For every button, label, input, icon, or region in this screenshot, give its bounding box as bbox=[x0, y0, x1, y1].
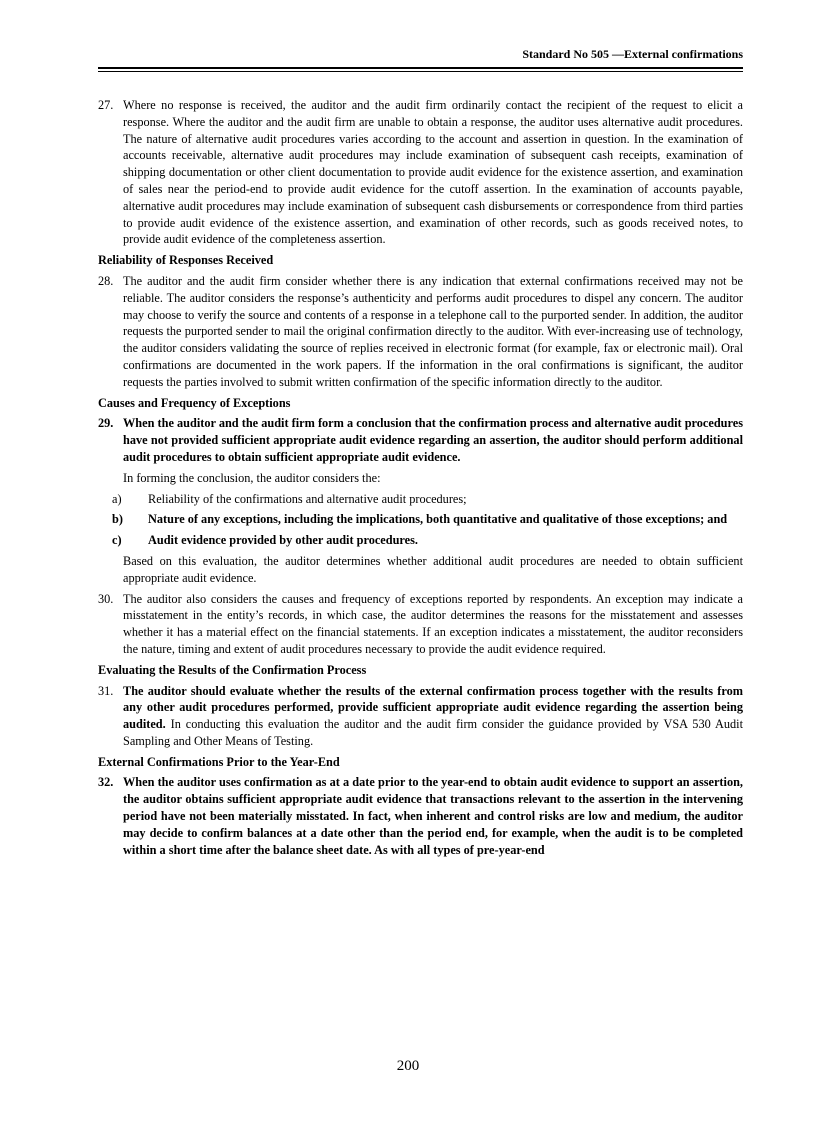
paragraph-number: 29. bbox=[98, 416, 114, 431]
paragraph-30 bbox=[98, 591, 743, 658]
paragraph-text: The auditor and the audit firm consider whether there is any indication that external confirmations received may not be reliable. The auditor considers the response’s authenticity and performs audit procedures to dispel any concern. The auditor may choose to verify the source and contents of a response in a telephone call to the purported sender. In addition, the auditor requests the purported sender to mail the original confirmation directly to the auditor. With ever-increasing use of technology, the auditor considers validating the source of replies received in electronic format (for example, fax or electronic mail). Oral confirmations are documented in the work papers. If the information in the oral confirmations is significant, the auditor requests the parties involved to submit written confirmation of the specific information directly to the auditor. bbox=[123, 273, 743, 389]
list-item-text: Audit evidence provided by other audit procedures. bbox=[148, 533, 418, 548]
list-item-label: a) bbox=[112, 491, 122, 506]
paragraph-text: The auditor also considers the causes and frequency of exceptions reported by respondents. An exception may indicate a misstatement in the entity’s records, in which case, the auditor determines the reasons for the misstatement and assesses whether it has a material effect on the financial statements. If an exception indicates a misstatement, the auditor reconsiders the nature, timing and extent of audit procedures necessary to provide the audit evidence required. bbox=[123, 591, 743, 656]
header-rule-thick bbox=[98, 67, 743, 69]
paragraph-number: 32. bbox=[98, 775, 114, 790]
paragraph-28 bbox=[98, 273, 743, 391]
list-item-text: Nature of any exceptions, including the implications, both quantitative and qualitative of those exceptions; and bbox=[148, 512, 728, 527]
paragraph-27 bbox=[98, 97, 743, 248]
paragraph-29 bbox=[98, 415, 743, 465]
paragraph-number: 31. bbox=[98, 683, 114, 698]
page-number: 200 bbox=[396, 1058, 420, 1074]
section-heading-evaluating: Evaluating the Results of the Confirmation Process bbox=[98, 662, 367, 677]
paragraph-number: 30. bbox=[98, 591, 114, 606]
paragraph-29-after: Based on this evaluation, the auditor determines whether additional audit procedures are needed to obtain sufficient appropriate audit evidence. bbox=[123, 553, 743, 585]
paragraph-number: 27. bbox=[98, 98, 114, 112]
list-item bbox=[98, 532, 743, 549]
document-body bbox=[98, 97, 743, 862]
paragraph-text: When the auditor uses confirmation as at a date prior to the year-end to obtain audit evidence to support an assertion, the auditor obtains sufficient appropriate audit evidence that transactions relevant to the assertion in the intervening period have not been materially misstated. In fact, when inherent and control risks are low and medium, the auditor may decide to confirm balances at a date other than the period end, for example, when the audit is to be completed within a short time after the balance sheet date. As with all types of pre-year-end bbox=[123, 775, 743, 857]
header-rule-thin bbox=[98, 71, 743, 72]
running-header: Standard No 505 —External confirmations bbox=[522, 47, 743, 61]
section-heading-reliability: Reliability of Responses Received bbox=[98, 253, 274, 268]
paragraph-text: In conducting this evaluation the auditor and the audit firm consider the guidance provided by VSA 530 Audit Sampling and Other Means of Testing. bbox=[123, 717, 743, 748]
paragraph-29-intro: In forming the conclusion, the auditor considers the: bbox=[123, 470, 381, 485]
list-item bbox=[98, 511, 743, 528]
list-item-label: b) bbox=[112, 512, 123, 527]
paragraph-32 bbox=[98, 774, 743, 858]
list-item bbox=[98, 491, 743, 508]
list-item-label: c) bbox=[112, 533, 122, 548]
list-item-text: Reliability of the confirmations and alternative audit procedures; bbox=[148, 491, 467, 506]
section-heading-causes: Causes and Frequency of Exceptions bbox=[98, 395, 291, 410]
paragraph-bold-text: The auditor should evaluate whether the results of the external confirmation process together with the results from any other audit procedures performed, provide sufficient appropriate audit evidence regarding the assertion being audited. bbox=[123, 683, 743, 732]
paragraph-number: 28. bbox=[98, 273, 114, 288]
paragraph-31 bbox=[98, 683, 743, 750]
section-heading-external: External Confirmations Prior to the Year-End bbox=[98, 754, 340, 769]
paragraph-text: When the auditor and the audit firm form a conclusion that the confirmation process and alternative audit procedures have not provided sufficient appropriate audit evidence regarding an assertion, the auditor should perform additional audit procedures to obtain sufficient appropriate audit evidence. bbox=[123, 416, 743, 464]
paragraph-text: Where no response is received, the auditor and the audit firm ordinarily contact the recipient of the request to elicit a response. Where the auditor and the audit firm are unable to obtain a response, the auditor uses alternative audit procedures. The nature of alternative audit procedures varies according to the account and assertion in question. In the examination of accounts receivable, alternative audit procedures may include examination of subsequent cash receipts, examination of shipping documentation or other client documentation to provide audit evidence for the existence assertion, and examination of sales near the period-end to provide audit evidence for the cutoff assertion. In the examination of accounts payable, alternative audit procedures may include examination of subsequent cash disbursements or correspondence from third parties to provide audit evidence of the existence assertion, and examination of other records, such as goods received notes, to provide audit evidence of the completeness assertion. bbox=[123, 98, 743, 247]
